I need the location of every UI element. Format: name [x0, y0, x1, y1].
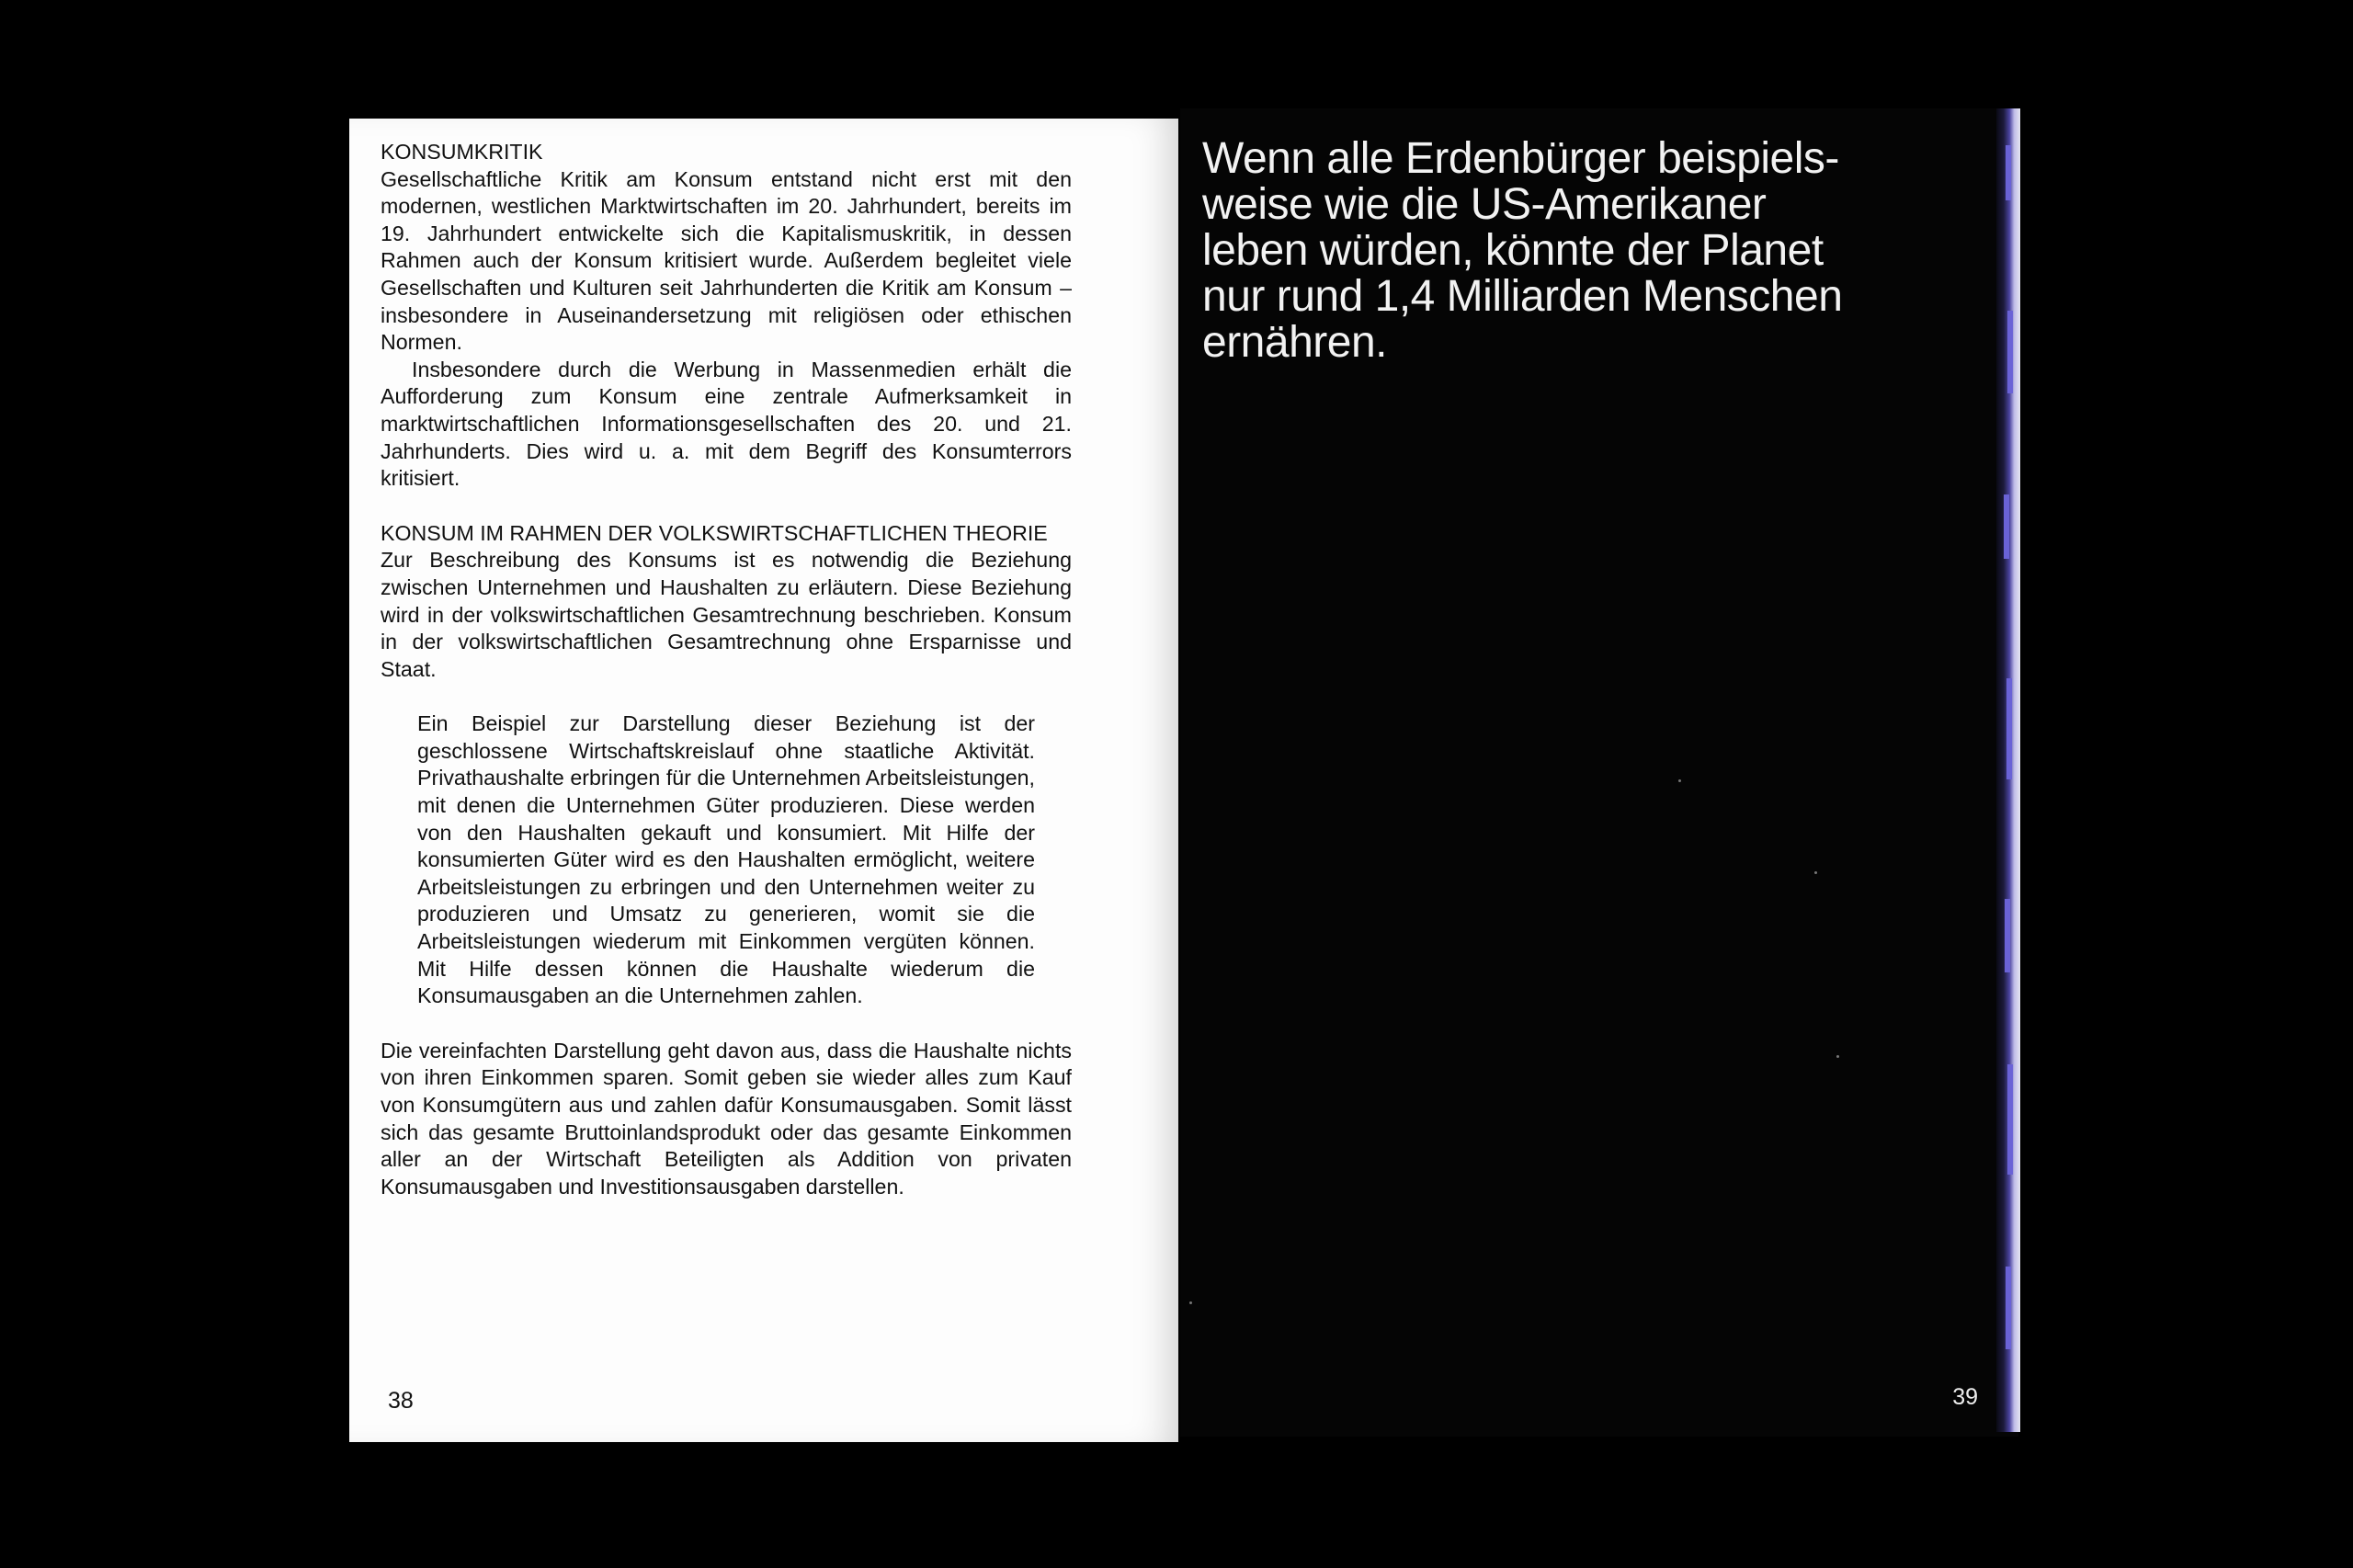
edge-mark: [2004, 494, 2009, 559]
paper-speck: [1814, 871, 1817, 874]
edge-mark: [2007, 1064, 2013, 1175]
left-page-body: [381, 139, 1072, 1200]
konsumkritik-paragraph-1: Gesellschaftliche Kritik am Konsum entstand nicht erst mit den modernen, westlichen Marktwirtschaften im 20. Jahrhundert, bereits im 19. Jahrhundert entwickelte sich die Kapitalismuskritik, in dessen Rahmen auch der Konsum kritisiert wurde. Außerdem begleitet viele Gesellschaften und Kulturen seit Jahrhunderten die Kritik am Konsum – insbesondere in Auseinandersetzung mit religiösen oder ethischen Normen.: [381, 166, 1072, 355]
theorie-paragraph-1: Zur Beschreibung des Konsums ist es notwendig die Beziehung zwischen Unternehmen und Haushalten zu erläutern. Diese Beziehung wird in der volkswirtschaftlichen Gesamtrechnung beschrieben. Konsum in der volkswirtschaftlichen Gesamtrechnung ohne Ersparnisse und Staat.: [381, 548, 1072, 681]
edge-mark: [2007, 311, 2013, 393]
section-heading-theorie: KONSUM IM RAHMEN DER VOLKSWIRTSCHAFTLICHEN THEORIE: [381, 520, 1048, 545]
edge-mark: [2006, 145, 2011, 200]
section-gap: [381, 1010, 1072, 1038]
pull-quote-line: ernähren.: [1202, 318, 1387, 367]
theorie-paragraph-2: Die vereinfachten Darstellung geht davon aus, dass die Haushalte nichts von ihren Einkommen sparen. Somit geben sie wieder alles zum Kauf von Konsumgütern aus und zahlen dafür Konsumausgaben. Somit lässt sich das gesamte Bruttoinlandsprodukt oder das gesamte Einkommen aller an der Wirtschaft Beteiligten als Addition von privaten Konsumausgaben und Investitionsausgaben darstellen.: [381, 1038, 1072, 1199]
konsumkritik-paragraph-2: Insbesondere durch die Werbung in Massenmedien erhält die Aufforderung zum Konsum eine zentrale Aufmerksamkeit in marktwirtschaftlichen Informationsgesellschaften des 20. und 21. Jahrhunderts. Dies wird u. a. mit dem Begriff des Konsumterrors kritisiert.: [381, 357, 1072, 491]
pull-quote: [1202, 136, 1864, 366]
page-edge-stack: [1996, 108, 2020, 1432]
edge-mark: [2006, 678, 2012, 779]
page-number-left: 38: [388, 1388, 414, 1414]
pull-quote-line: Wenn alle Erdenbürger beispiels-: [1202, 134, 1839, 183]
pull-quote-line: nur rund 1,4 Milliarden Menschen: [1202, 272, 1843, 321]
page-number-right: 39: [1952, 1384, 1978, 1410]
paper-speck: [1678, 779, 1681, 782]
paper-speck: [1189, 1301, 1192, 1304]
left-page: [349, 119, 1178, 1442]
paper-speck: [1836, 1055, 1839, 1058]
edge-mark: [2005, 899, 2010, 972]
section-gap: [381, 683, 1072, 710]
pull-quote-line: leben würden, könnte der Planet: [1202, 226, 1824, 275]
section-heading-konsumkritik: KONSUMKRITIK: [381, 140, 543, 164]
section-gap: [381, 493, 1072, 520]
pull-quote-line: weise wie die US-Amerikaner: [1202, 180, 1767, 229]
theorie-quote-block: Ein Beispiel zur Darstellung dieser Beziehung ist der geschlossene Wirtschaftskreislauf ohne staatliche Aktivität. Privathaushalte erbringen für die Unternehmen Arbeitsleistungen, mit denen die Unternehmen Güter produzieren. Diese werden von den Haushalten gekauft und konsumiert. Mit Hilfe der konsumierten Güter wird es den Haushalten ermöglicht, weitere Arbeitsleistungen zu erbringen und den Unternehmen weiter zu produzieren und Umsatz zu generieren, womit sie die Arbeitsleistungen wiederum mit Einkommen vergüten können. Mit Hilfe dessen können die Haushalte wiederum die Konsumausgaben an die Unternehmen zahlen.: [417, 711, 1035, 1008]
right-page: [1180, 108, 2018, 1437]
edge-mark: [2006, 1267, 2011, 1349]
